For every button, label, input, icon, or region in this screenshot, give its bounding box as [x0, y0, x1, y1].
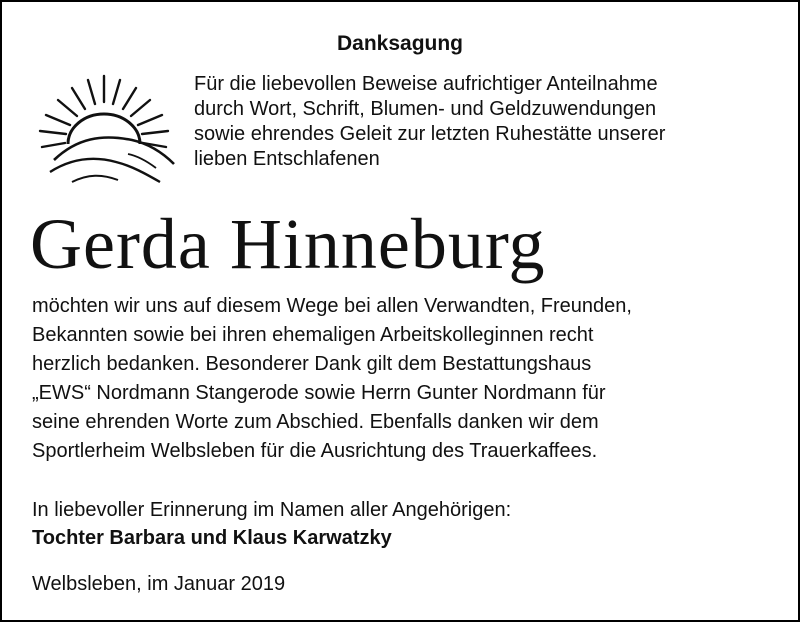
intro-line: sowie ehrendes Geleit zur letzten Ruhestätte unserer: [194, 123, 666, 145]
signers: Tochter Barbara und Klaus Karwatzky: [32, 527, 392, 549]
heading: Danksagung: [336, 32, 464, 55]
intro-line: durch Wort, Schrift, Blumen- und Geldzuwendungen: [194, 98, 657, 120]
memory-block: [32, 496, 511, 552]
body-text: [32, 292, 632, 466]
intro-line: lieben Entschlafenen: [194, 148, 380, 170]
body-line: möchten wir uns auf diesem Wege bei allen Verwandten, Freunden,: [32, 295, 632, 317]
intro-line: Für die liebevollen Beweise aufrichtiger Anteilnahme: [194, 73, 658, 95]
body-line: herzlich bedanken. Besonderer Dank gilt dem Bestattungshaus: [32, 353, 592, 375]
deceased-name: Gerda Hinneburg: [30, 204, 546, 284]
body-line: Bekannten sowie bei ihren ehemaligen Arbeitskolleginnen recht: [32, 324, 594, 346]
body-line: Sportlerheim Welbsleben für die Ausrichtung des Trauerkaffees.: [32, 440, 598, 462]
sunset-hills-icon: [32, 68, 182, 188]
place-date: Welbsleben, im Januar 2019: [32, 573, 286, 595]
memory-line: In liebevoller Erinnerung im Namen aller Angehörigen:: [32, 499, 512, 521]
body-line: „EWS“ Nordmann Stangerode sowie Herrn Gunter Nordmann für: [32, 382, 606, 404]
intro-text: [194, 72, 665, 172]
body-line: seine ehrenden Worte zum Abschied. Ebenfalls danken wir dem: [32, 411, 599, 433]
